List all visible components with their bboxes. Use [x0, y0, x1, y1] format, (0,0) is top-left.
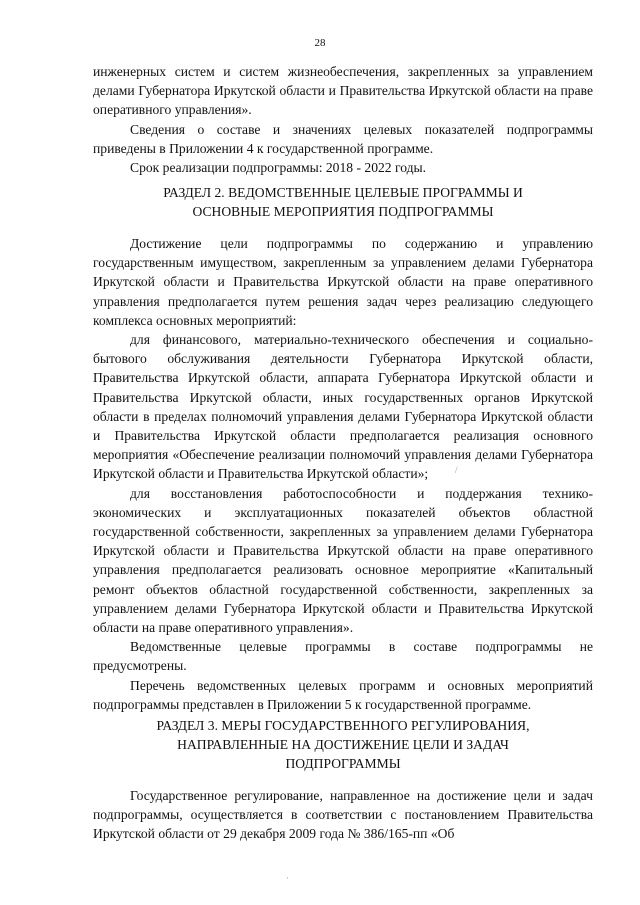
paragraph-continued: инженерных систем и систем жизнеобеспечения, закрепленных за управлением делами Губернатора Иркутской области и Правительства Иркутской области на праве оперативного управления». — [93, 64, 593, 118]
paragraph-term: Срок реализации подпрограммы: 2018 - 2022 годы. — [130, 160, 427, 176]
paragraph-indicators: Сведения о составе и значениях целевых показателей подпрограммы приведены в Приложении 4 к государственной программе. — [93, 121, 593, 156]
section-3-heading — [93, 716, 593, 774]
section-2-heading-line: РАЗДЕЛ 2. ВЕДОМСТВЕННЫЕ ЦЕЛЕВЫЕ ПРОГРАММЫ И — [163, 185, 523, 200]
paragraph-list-reference: Перечень ведомственных целевых программ и основных мероприятий подпрограммы представлен в Приложении 5 к государственной программе. — [93, 677, 593, 712]
paragraph-programs: Ведомственные целевые программы в составе подпрограммы не предусмотрены. — [93, 639, 593, 674]
intro-text-block — [93, 62, 593, 177]
section-2-heading — [93, 183, 593, 221]
section-3-text-block — [93, 786, 593, 844]
paragraph-activity-1: для финансового, материально-технического обеспечения и социально-бытового обслуживания деятельности Губернатора Иркутской области, Правительства Иркутской области, аппарата Губернатора Иркутской области и Правительства Иркутской области, иных государственных органов Иркутской области в пределах полномочий управления делами Губернатора Иркутской области и Правительства Иркутской области предполагается реализация основного мероприятия «Обеспечение реализации полномочий управления делами Губернатора Иркутской области и Правительства Иркутской области»; — [93, 332, 593, 482]
paragraph-goal: Достижение цели подпрограммы по содержанию и управлению государственным имуществом, закрепленным за управлением делами Губернатора Иркутской области и Правительства Иркутской области на праве оперативного управления предполагается путем решения задач через реализацию следующего комплекса основных мероприятий: — [93, 236, 593, 328]
page-number: 28 — [314, 37, 326, 49]
paragraph-regulation: Государственное регулирование, направленное на достижение цели и задач подпрограммы, осуществляется в соответствии с постановлением Правительства Иркутской области от 29 декабря 2009 года № 386/165-пп «Об — [93, 788, 593, 842]
scan-dot: · — [286, 873, 289, 883]
section-3-heading-line: НАПРАВЛЕННЫЕ НА ДОСТИЖЕНИЕ ЦЕЛИ И ЗАДАЧ — [177, 737, 509, 753]
section-2-text-block — [93, 234, 593, 714]
scan-mark: / — [455, 465, 458, 475]
section-3-heading-line: ПОДПРОГРАММЫ — [285, 756, 401, 772]
paragraph-activity-2: для восстановления работоспособности и поддержания технико-экономических и эксплуатационных показателей объектов областной государственной собственности, закрепленных за управлением делами Губернатора Иркутской области и Правительства Иркутской области на праве оперативного управления предполагается реализовать основное мероприятие «Капитальный ремонт объектов областной государственной собственности, закрепленных за управлением делами Губернатора Иркутской области и Правительства Иркутской области на праве оперативного управления». — [93, 485, 593, 636]
section-3-heading-line: РАЗДЕЛ 3. МЕРЫ ГОСУДАРСТВЕННОГО РЕГУЛИРОВАНИЯ, — [156, 718, 530, 733]
section-2-heading-line: ОСНОВНЫЕ МЕРОПРИЯТИЯ ПОДПРОГРАММЫ — [192, 204, 494, 220]
